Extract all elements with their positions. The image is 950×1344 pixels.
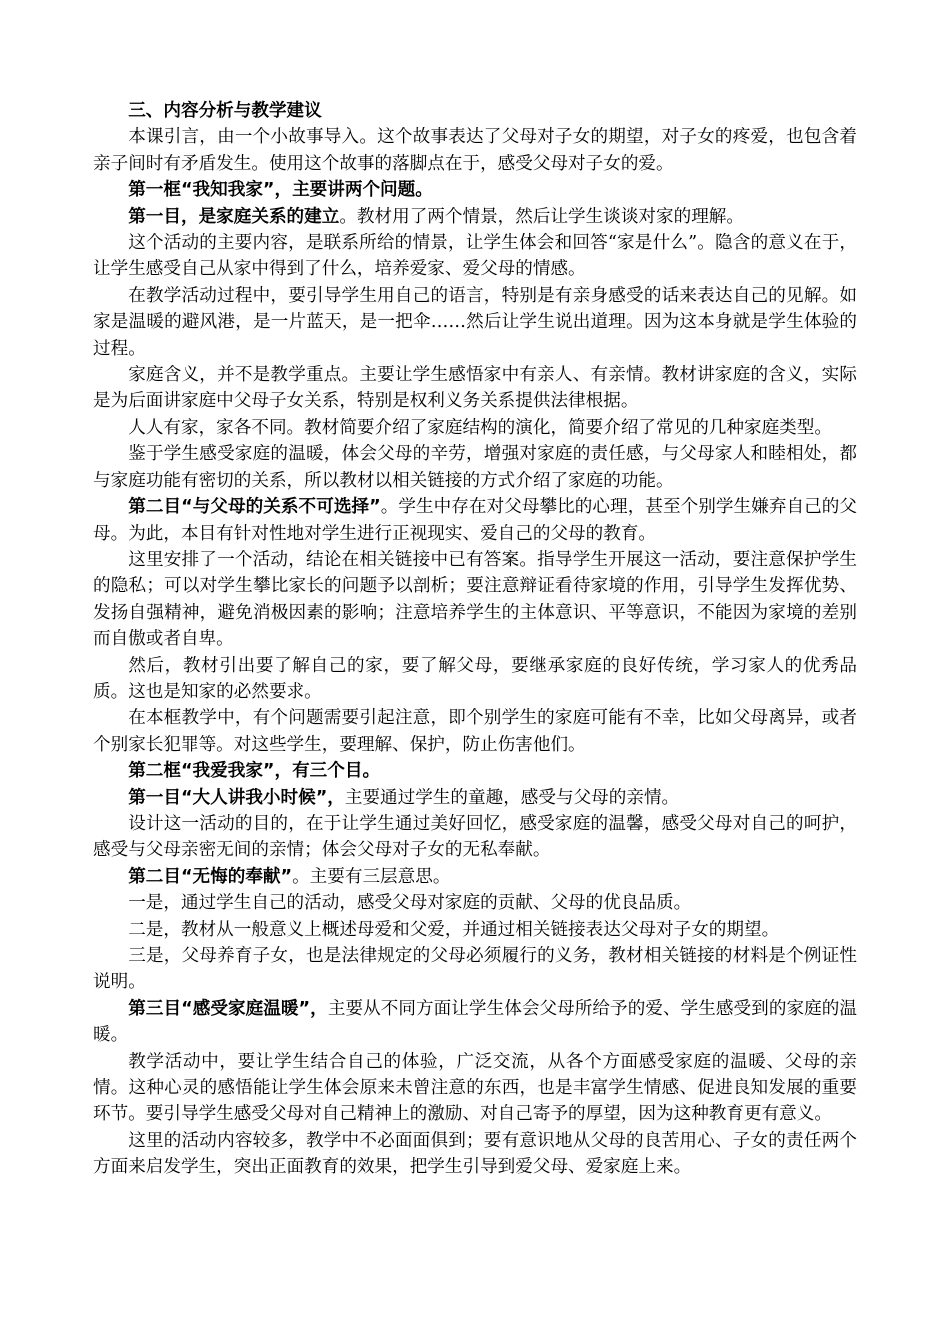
item4-bold: 第二目“无悔的奉献” (128, 866, 293, 887)
item3-bold: 第一目“大人讲我小时候”， (128, 787, 345, 808)
item3-paragraph (93, 785, 857, 811)
paragraph-closing: 这里的活动内容较多，教学中不必面面俱到；要有意识地从父母的良苦用心、子女的责任两个方面来启发学生，突出正面教育的效果，把学生引导到爱父母、爱家庭上来。 (93, 1130, 857, 1178)
frame1-title: 第一框“我知我家”，主要讲两个问题。 (128, 180, 433, 201)
item2-text: 。学生中存在对父母攀比的心理，甚至个别学生嫌弃自己的父母。为此，本目有针对性地对学生进行正视现实、爱自己的父母的教育。 (93, 497, 857, 544)
paragraph-teaching-process: 在教学活动过程中，要引导学生用自己的语言，特别是有亲身感受的话来表达自己的见解。如家是温暖的避风港，是一片蓝天，是一把伞……然后让学生说出道理。因为这本身就是学生体验的过程。 (93, 285, 857, 359)
item4-paragraph (93, 864, 857, 890)
paragraph-point-one: 一是，通过学生自己的活动，感受父母对家庭的贡献、父母的优良品质。 (128, 893, 692, 914)
paragraph-know-family: 然后，教材引出要了解自己的家，要了解父母，要继承家庭的良好传统，学习家人的优秀品质。这也是知家的必然要求。 (93, 655, 857, 702)
paragraph-teaching-activity: 教学活动中，要让学生结合自己的体验，广泛交流，从各个方面感受家庭的温暖、父母的亲情。这种心灵的感悟能让学生体会原来未曾注意的东西，也是丰富学生情感、促进良知发展的重要环节。要引导学生感受父母对自己精神上的激励、对自己寄予的厚望，因为这种教育更有意义。 (93, 1051, 857, 1125)
paragraph-point-three: 三是，父母养育子女，也是法律规定的父母必须履行的义务，教材相关链接的材料是个例证性说明。 (93, 946, 857, 993)
item5-bold: 第三目“感受家庭温暖”， (128, 998, 328, 1019)
document-body (93, 98, 857, 1181)
paragraph-family-function: 鉴于学生感受家庭的温暖，体会父母的辛劳，增强对家庭的责任感，与父母家人和睦相处，都与家庭功能有密切的关系，所以教材以相关链接的方式介绍了家庭的功能。 (93, 444, 857, 491)
paragraph-family-meaning: 家庭含义，并不是教学重点。主要让学生感悟家中有亲人、有亲情。教材讲家庭的含义，实际是为后面讲家庭中父母子女关系，特别是权利义务关系提供法律根据。 (93, 365, 857, 412)
frame2-title: 第二框“我爱我家”，有三个目。 (128, 761, 381, 782)
paragraph-activity: 这个活动的主要内容，是联系所给的情景，让学生体会和回答“家是什么”。隐含的意义在于，让学生感受自己从家中得到了什么，培养爱家、爱父母的情感。 (93, 233, 857, 280)
paragraph-intro: 本课引言，由一个小故事导入。这个故事表达了父母对子女的期望，对子女的疼爱，也包含着亲子间时有矛盾发生。使用这个故事的落脚点在于，感受父母对子女的爱。 (93, 127, 857, 174)
section-heading: 三、内容分析与教学建议 (128, 101, 322, 121)
item4-text: 。主要有三层意思。 (292, 866, 451, 887)
paragraph-family-types: 人人有家，家各不同。教材简要介绍了家庭结构的演化，简要介绍了常见的几种家庭类型。 (128, 417, 832, 438)
paragraph-point-two: 二是，教材从一般意义上概述母爱和父爱，并通过相关链接表达父母对子女的期望。 (128, 919, 780, 940)
item1-bold: 第一目，是家庭关系的建立 (128, 206, 340, 227)
item1-paragraph (93, 204, 857, 230)
paragraph-caution: 在本框教学中，有个问题需要引起注意，即个别学生的家庭可能有不幸，比如父母离异，或者个别家长犯罪等。对这些学生，要理解、保护，防止伤害他们。 (93, 708, 857, 755)
item2-bold: 第二目“与父母的关系不可选择” (128, 497, 381, 518)
item2-paragraph (93, 494, 857, 547)
paragraph-activity-privacy: 这里安排了一个活动，结论在相关链接中已有答案。指导学生开展这一活动，要注意保护学生的隐私；可以对学生攀比家长的问题予以剖析；要注意辩证看待家境的作用，引导学生发挥优势、发扬自强精神，避免消极因素的影响；注意培养学生的主体意识、平等意识，不能因为家境的差别而自傲或者自卑。 (93, 549, 857, 650)
item5-text: 主要从不同方面让学生体会父母所给予的爱、学生感受到的家庭的温暖。 (93, 998, 857, 1046)
item1-text: 。教材用了两个情景，然后让学生谈谈对家的理解。 (339, 206, 744, 227)
paragraph-activity-purpose: 设计这一活动的目的，在于让学生通过美好回忆，感受家庭的温馨，感受父母对自己的呵护，感受与父母亲密无间的亲情；体会父母对子女的无私奉献。 (93, 813, 857, 861)
item5-paragraph (93, 996, 857, 1049)
item3-text: 主要通过学生的童趣，感受与父母的亲情。 (344, 787, 680, 808)
